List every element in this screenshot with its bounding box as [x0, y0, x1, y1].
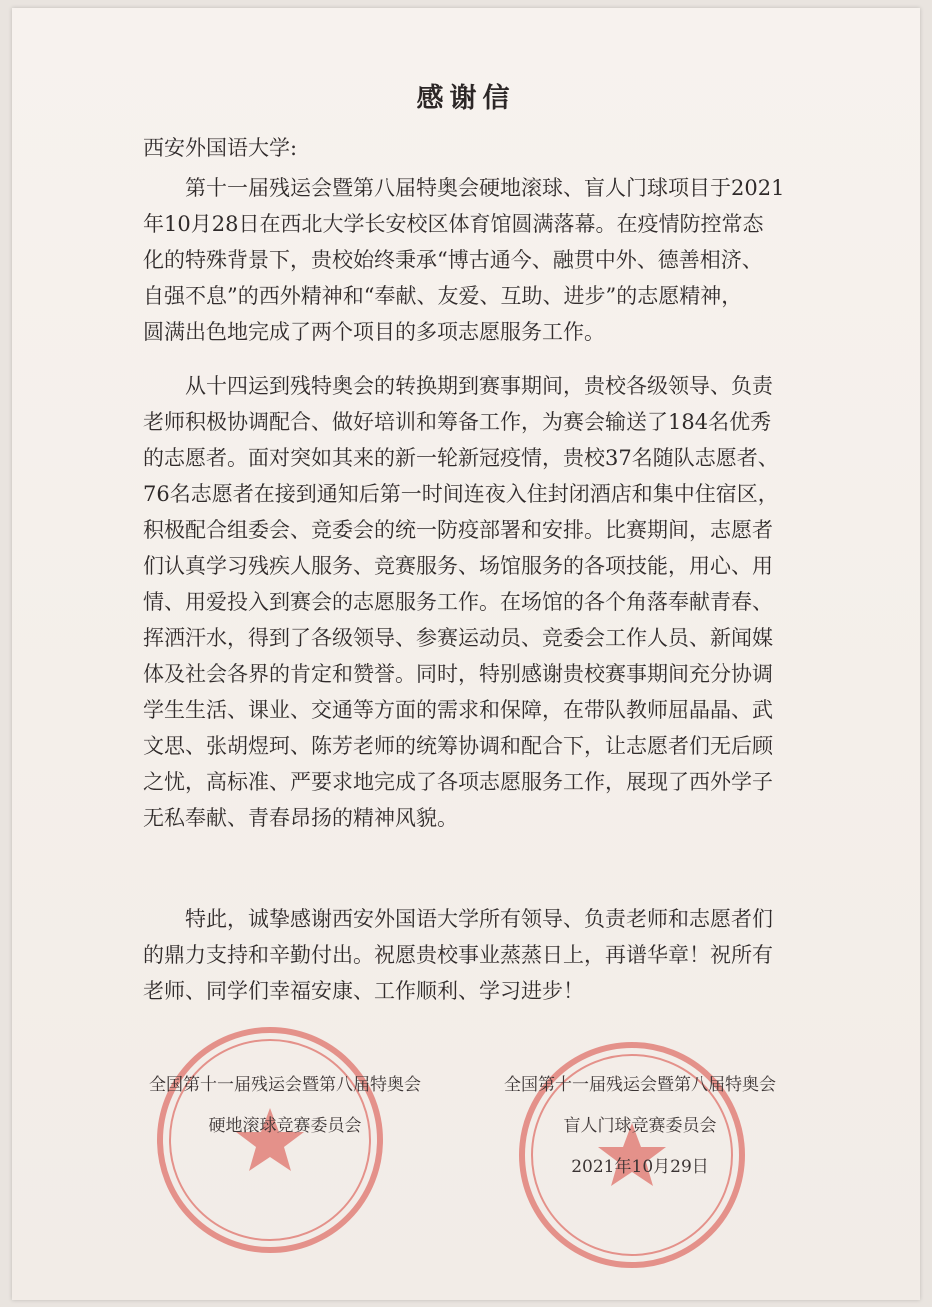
signature-left	[115, 1065, 455, 1147]
letter-title: 感谢信	[416, 83, 516, 114]
letter-paragraph-2: 从十四运到残特奥会的转换期到赛事期间，贵校各级领导、负责 老师积极协调配合、做好培训和筹备工作，为赛会输送了184名优秀 的志愿者。面对突如其来的新一轮新冠疫情，贵校37名随队志愿者、 76名志愿者在接到通知后第一时间连夜入住封闭酒店和集中住宿区， 积极配合组委会、竞委会的统一防疫部署和安排。比赛期间，志愿者 们认真学习残疾人服务、竞赛服务、场馆服务的各项技能，用心、用 情、用爱投入到赛会的志愿服务工作。在场馆的各个角落奉献青春、 挥洒汗水，得到了各级领导、参赛运动员、竞委会工作人员、新闻媒 体及社会各界的肯定和赞誉。同时，特别感谢贵校赛事期间充分协调 学生生活、课业、交通等方面的需求和保障，在带队教师屈晶晶、武 文思、张胡煜珂、陈芳老师的统筹协调和配合下，让志愿者们无后顾 之忧，高标准、严要求地完成了各项志愿服务工作，展现了西外学子 无私奉献、青春昂扬的精神风貌。	[143, 374, 779, 830]
letter-paragraph-1: 第十一届残运会暨第八届特奥会硬地滚球、盲人门球项目于2021 年10月28日在西北大学长安校区体育馆圆满落幕。在疫情防控常态 化的特殊背景下，贵校始终秉承“博古通今、融贯中外、德善相济、 自强不息”的西外精神和“奉献、友爱、互助、进步”的志愿精神， 圆满出色地完成了两个项目的多项志愿服务工作。	[143, 176, 785, 344]
signature-left-line1: 全国第十一届残运会暨第八届特奥会	[149, 1075, 421, 1095]
letter-body	[143, 368, 793, 836]
signature-date: 2021年10月29日	[571, 1157, 709, 1177]
signature-right-line2: 盲人门球竞赛委员会	[563, 1116, 717, 1136]
signature-right-line1: 全国第十一届残运会暨第八届特奥会	[504, 1075, 776, 1095]
signature-left-line2: 硬地滚球竞赛委员会	[208, 1116, 362, 1136]
signature-right	[465, 1065, 815, 1188]
letter-salutation: 西安外国语大学:	[143, 136, 298, 160]
letter-body	[143, 901, 793, 1009]
letter-paragraph-3: 特此，诚挚感谢西安外国语大学所有领导、负责老师和志愿者们 的鼎力支持和辛勤付出。祝愿贵校事业蒸蒸日上，再谱华章！祝所有 老师、同学们幸福安康、工作顺利、学习进步！	[143, 907, 773, 1003]
letter-body	[143, 170, 793, 350]
